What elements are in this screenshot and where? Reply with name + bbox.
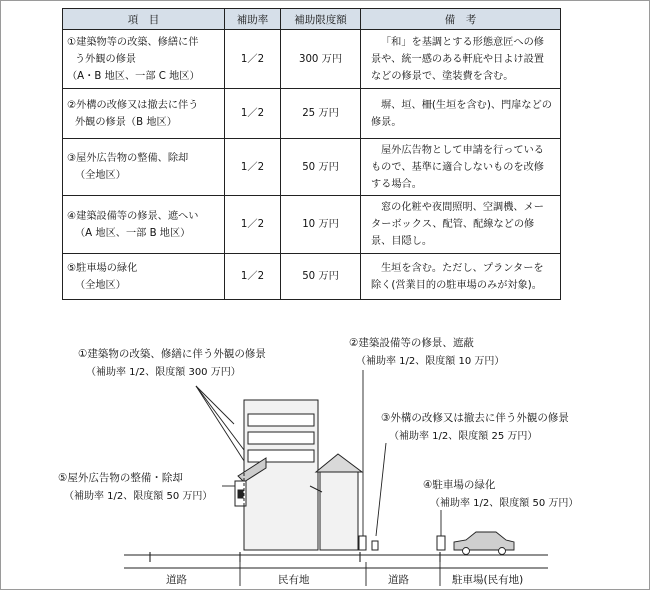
note-text: 景や、統一感のある軒庇や日よけ設置	[371, 53, 544, 65]
sign-panel	[238, 490, 243, 498]
car-body	[454, 532, 514, 550]
row-note	[361, 254, 561, 300]
callout-3-detail: （補助率 1/2、限度額 25 万円）	[389, 431, 538, 442]
item-text: ⑤駐車場の緑化	[67, 262, 138, 274]
row-item	[63, 139, 225, 196]
note-text: 「和」を基調とする形態意匠への修	[381, 36, 544, 48]
table-row	[63, 30, 561, 89]
header-note: 備 考	[361, 9, 561, 30]
item-text: ②外構の改修又は撤去に伴う	[67, 99, 199, 111]
callout-3-title: ③外構の改修又は撤去に伴う外観の修景	[381, 412, 569, 424]
parked-car	[454, 532, 514, 555]
callout-5-title: ⑤屋外広告物の整備・除却	[58, 472, 183, 484]
note-text: 景、目隠し。	[371, 236, 433, 247]
callout-4-detail: （補助率 1/2、限度額 50 万円）	[430, 498, 579, 509]
table-row	[63, 139, 561, 196]
item-text: ③屋外広告物の整備、除却	[67, 153, 189, 164]
table-header-row	[63, 9, 561, 30]
note-text: ターボックス、配管、配線などの修	[371, 219, 535, 230]
building-band	[248, 432, 314, 444]
note-text: 窓の化粧や夜間照明、空調機、メー	[381, 202, 544, 213]
note-text: 生垣を含む。ただし、プランターを	[381, 262, 544, 274]
row-note	[361, 89, 561, 139]
row-item	[63, 196, 225, 254]
row-limit: 50 万円	[281, 139, 361, 196]
table-row	[63, 89, 561, 139]
header-limit: 補助限度額	[281, 9, 361, 30]
label-parking: 駐車場(民有地)	[452, 574, 524, 586]
row-item	[63, 89, 225, 139]
note-text: 屋外広告物として申請を行っている	[381, 144, 544, 156]
row-rate: 1／2	[225, 254, 281, 300]
callout-5-detail: （補助率 1/2、限度額 50 万円）	[64, 491, 213, 502]
item-text: （A 地区、一部 B 地区）	[75, 227, 191, 239]
row-rate: 1／2	[225, 196, 281, 254]
label-road: 道路	[388, 574, 409, 586]
item-text: 外観の修景（B 地区）	[75, 116, 177, 128]
row-item	[63, 30, 225, 89]
house-body	[320, 470, 358, 550]
callout-1-detail: （補助率 1/2、限度額 300 万円）	[86, 367, 241, 378]
item-text: （全地区）	[75, 279, 126, 291]
row-limit: 50 万円	[281, 254, 361, 300]
car-wheel	[463, 548, 470, 555]
item-text: ④建築設備等の修景、遮へい	[67, 210, 199, 222]
header-rate: 補助率	[225, 9, 281, 30]
callout-2-detail: （補助率 1/2、限度額 10 万円）	[356, 356, 505, 367]
subsidy-table	[62, 8, 561, 300]
row-rate: 1／2	[225, 89, 281, 139]
row-rate: 1／2	[225, 30, 281, 89]
callout-2-title: ②建築設備等の修景、遮蔽	[349, 337, 474, 349]
row-note	[361, 139, 561, 196]
item-text: （A・B 地区、一部 C 地区）	[67, 70, 200, 82]
row-item	[63, 254, 225, 300]
table-row	[63, 196, 561, 254]
leader-line	[196, 386, 244, 450]
streetscape-diagram	[0, 300, 650, 590]
hedge-post	[437, 536, 445, 550]
note-text: 除く(営業目的の駐車場のみが対象)。	[371, 279, 542, 291]
callout-4-title: ④駐車場の緑化	[423, 479, 496, 491]
car-wheel	[499, 548, 506, 555]
item-text: ①建築物等の改築、修繕に伴	[67, 36, 199, 48]
label-road: 道路	[166, 574, 187, 586]
left-building	[235, 400, 318, 550]
ground	[124, 552, 548, 562]
label-private-land: 民有地	[278, 574, 310, 586]
note-text: などの修景で、塗装費を含む。	[371, 70, 514, 82]
building-band	[248, 414, 314, 426]
row-note	[361, 196, 561, 254]
table-row	[63, 254, 561, 300]
fence-post	[372, 541, 378, 550]
header-item: 項 目	[63, 9, 225, 30]
note-text: 塀、垣、柵(生垣を含む)、門扉などの	[381, 99, 552, 111]
row-limit: 25 万円	[281, 89, 361, 139]
row-limit: 300 万円	[281, 30, 361, 89]
item-text: う外観の修景	[75, 53, 137, 65]
fixtures	[359, 536, 445, 550]
row-limit: 10 万円	[281, 196, 361, 254]
leader-line	[196, 386, 246, 464]
equipment-box	[359, 536, 366, 550]
note-text: 修景。	[371, 116, 402, 128]
note-text: する場合。	[371, 178, 422, 190]
leader-line	[196, 386, 234, 424]
row-rate: 1／2	[225, 139, 281, 196]
house-roof	[316, 454, 362, 472]
row-note	[361, 30, 561, 89]
item-text: （全地区）	[75, 170, 126, 181]
leader-line	[376, 443, 386, 536]
building-band	[248, 450, 314, 462]
callout-1-title: ①建築物の改築、修繕に伴う外観の修景	[78, 348, 266, 360]
note-text: もので、基準に適合しないものを改修	[371, 161, 544, 173]
